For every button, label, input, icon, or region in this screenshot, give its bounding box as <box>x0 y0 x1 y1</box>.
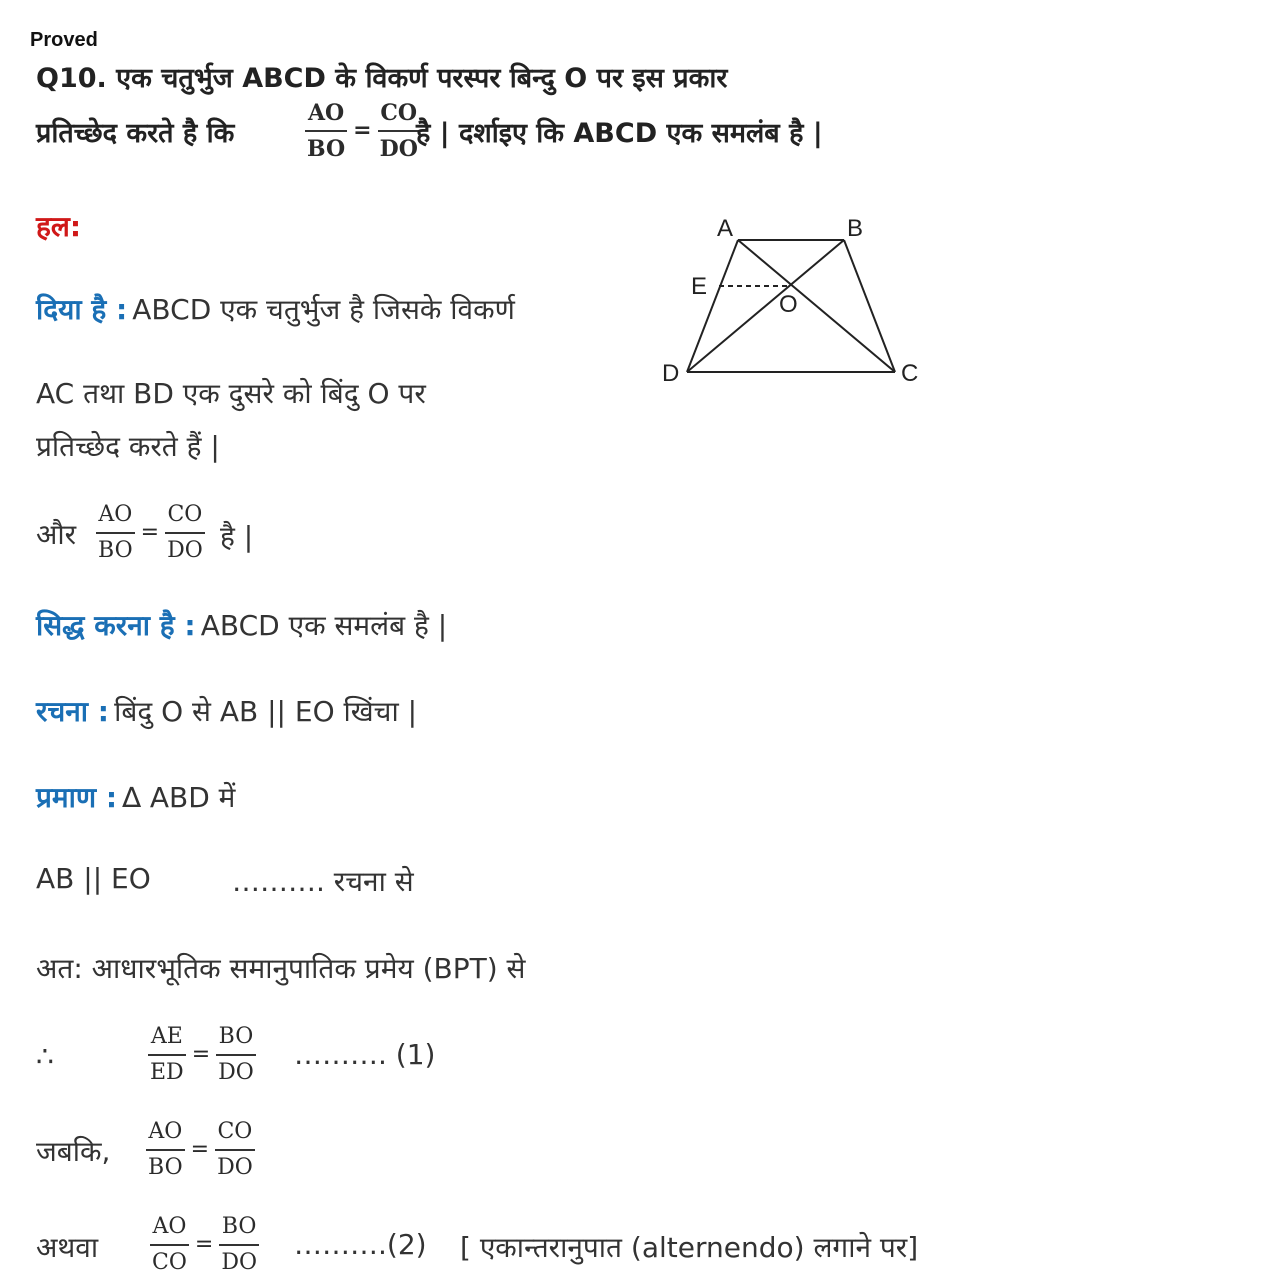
frac-numerator: CO <box>380 100 418 126</box>
given-text: ABCD एक चतुर्भुज है जिसके विकर्ण <box>132 293 515 326</box>
equals-sign: = <box>353 118 372 144</box>
frac-numerator: AO <box>98 502 133 527</box>
to-prove-line <box>36 606 447 644</box>
construction-line <box>36 692 417 730</box>
frac-numerator: AO <box>152 1214 187 1239</box>
frac-numerator: BO <box>218 1024 254 1049</box>
equals-sign: = <box>190 1137 210 1163</box>
frac-numerator: AO <box>148 1119 183 1144</box>
given-line <box>36 290 515 328</box>
frac-denominator: DO <box>221 1249 257 1275</box>
proof-line <box>36 778 235 816</box>
frac-numerator: AE <box>150 1024 183 1049</box>
point-label-o: O <box>779 291 798 318</box>
given-line-3: प्रतिच्छेद करते हैं | <box>36 430 220 463</box>
equation-2 <box>146 1119 255 1181</box>
equals-sign: = <box>191 1042 211 1068</box>
frac-numerator: CO <box>217 1119 253 1144</box>
equation-3 <box>150 1214 259 1276</box>
construction-label: रचना : <box>36 695 109 728</box>
frac-denominator: DO <box>217 1154 253 1180</box>
whereas-word: जबकि, <box>36 1135 111 1168</box>
bpt-line: अत: आधारभूतिक समानुपातिक प्रमेय (BPT) से <box>36 952 526 985</box>
given-ratio <box>96 502 205 564</box>
to-prove-text: ABCD एक समलंब है | <box>200 609 448 642</box>
aur-word: और <box>36 518 77 551</box>
frac-denominator: DO <box>379 135 418 162</box>
frac-denominator: BO <box>307 135 346 162</box>
frac-numerator: BO <box>221 1214 257 1239</box>
or-word: अथवा <box>36 1231 99 1264</box>
proof-label: प्रमाण : <box>36 781 118 814</box>
ab-parallel-eo: AB || EO <box>36 862 151 895</box>
given-label: दिया है : <box>36 293 128 326</box>
by-construction: ………. रचना से <box>232 865 414 898</box>
to-prove-label: सिद्ध करना है : <box>36 609 196 642</box>
frac-denominator: DO <box>167 537 203 563</box>
trapezium-figure <box>655 205 930 395</box>
vertex-label-b: B <box>847 215 864 242</box>
frac-numerator: AO <box>307 100 345 126</box>
solution-heading: हल: <box>36 210 82 243</box>
vertex-label-d: D <box>662 360 680 387</box>
side-ad <box>687 240 738 372</box>
question-line-1: Q10. एक चतुर्भुज ABCD के विकर्ण परस्पर बिन्दु O पर इस प्रकार <box>36 63 728 94</box>
proved-label: Proved <box>30 29 98 51</box>
construction-text: बिंदु O से AB || EO खिंचा | <box>114 695 418 728</box>
equals-sign: = <box>194 1232 214 1258</box>
question-line-2-suffix: है | दर्शाइए कि ABCD एक समलंब है | <box>416 118 823 149</box>
side-bc <box>844 240 895 372</box>
alternendo-note: [ एकान्तरानुपात (alternendo) लगाने पर] <box>460 1231 919 1264</box>
equation-1 <box>148 1024 256 1086</box>
point-label-e: E <box>691 273 708 300</box>
hai-word: है | <box>220 520 254 553</box>
frac-numerator: CO <box>167 502 203 527</box>
diagonal-ac <box>738 240 895 372</box>
given-line-2: AC तथा BD एक दुसरे को बिंदु O पर <box>36 377 426 410</box>
equals-sign: = <box>140 520 160 546</box>
frac-denominator: BO <box>98 537 133 563</box>
diagonal-bd <box>687 240 844 372</box>
frac-denominator: DO <box>218 1059 254 1085</box>
proof-text: ∆ ABD में <box>122 781 236 814</box>
equation-3-ref: ……….(2) <box>294 1228 427 1261</box>
question-line-2-prefix: प्रतिच्छेद करते है कि <box>36 118 235 149</box>
vertex-label-c: C <box>901 360 919 387</box>
frac-denominator: ED <box>150 1059 184 1085</box>
frac-denominator: CO <box>152 1249 187 1275</box>
question-fraction <box>305 100 420 162</box>
equation-1-ref: ………. (1) <box>294 1038 436 1071</box>
frac-denominator: BO <box>148 1154 183 1180</box>
therefore-symbol: ∴ <box>36 1040 54 1073</box>
vertex-label-a: A <box>717 215 734 242</box>
